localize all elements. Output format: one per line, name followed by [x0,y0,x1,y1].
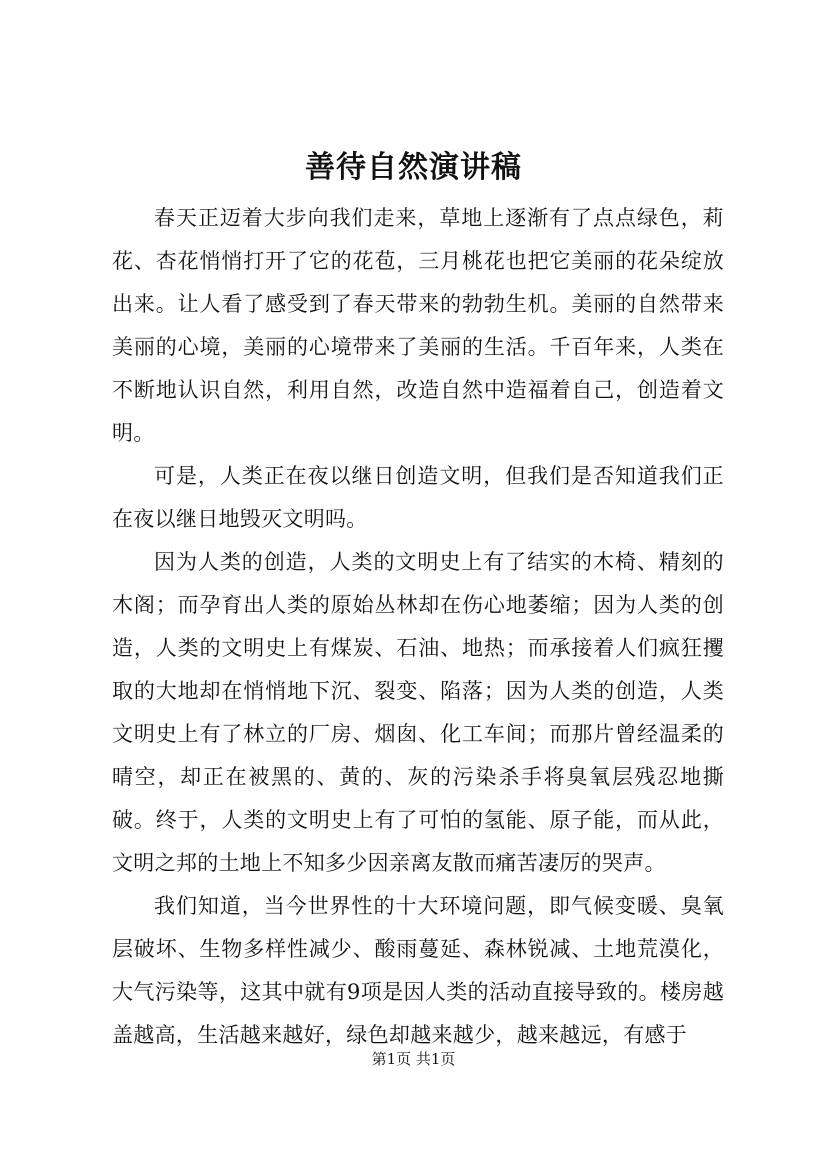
page-footer: 第1页 共1页 [371,1050,456,1068]
paragraph-3: 因为人类的创造，人类的文明史上有了结实的木椅、精刻的木阁；而孕育出人类的原始丛林却在伤心地萎缩；因为人类的创造，人类的文明史上有煤炭、石油、地热；而承接着人们疯狂攫取的大地却在悄悄地下沉、裂变、陷落；因为人类的创造，人类文明史上有了林立的厂房、烟囱、化工车间；而那片曾经温柔的晴空，却正在被黑的、黄的、灰的污染杀手将臭氧层残忍地撕破。终于，人类的文明史上有了可怕的氢能、原子能，而从此，文明之邦的土地上不知多少因亲离友散而痛苦凄厉的哭声。 [112,550,724,875]
paragraph-2: 可是，人类正在夜以继日创造文明，但我们是否知道我们正在夜以继日地毁灭文明吗。 [112,464,724,531]
document-title: 善待自然演讲稿 [305,150,522,185]
paragraph-4: 我们知道，当今世界性的十大环境问题，即气候变暖、臭氧层破坏、生物多样性减少、酸雨蔓延、森林锐减、土地荒漠化，大气污染等，这其中就有9项是因人类的活动直接导致的。楼房越盖越高，生活越来越好，绿色却越来越少，越来越远，有感于 [112,894,724,1047]
paragraph-1: 春天正迈着大步向我们走来，草地上逐渐有了点点绿色，莉花、杏花悄悄打开了它的花苞，三月桃花也把它美丽的花朵绽放出来。让人看了感受到了春天带来的勃勃生机。美丽的自然带来美丽的心境，美丽的心境带来了美丽的生活。千百年来，人类在不断地认识自然，利用自然，改造自然中造福着自己，创造着文明。 [112,206,724,445]
document-body [112,197,724,1057]
